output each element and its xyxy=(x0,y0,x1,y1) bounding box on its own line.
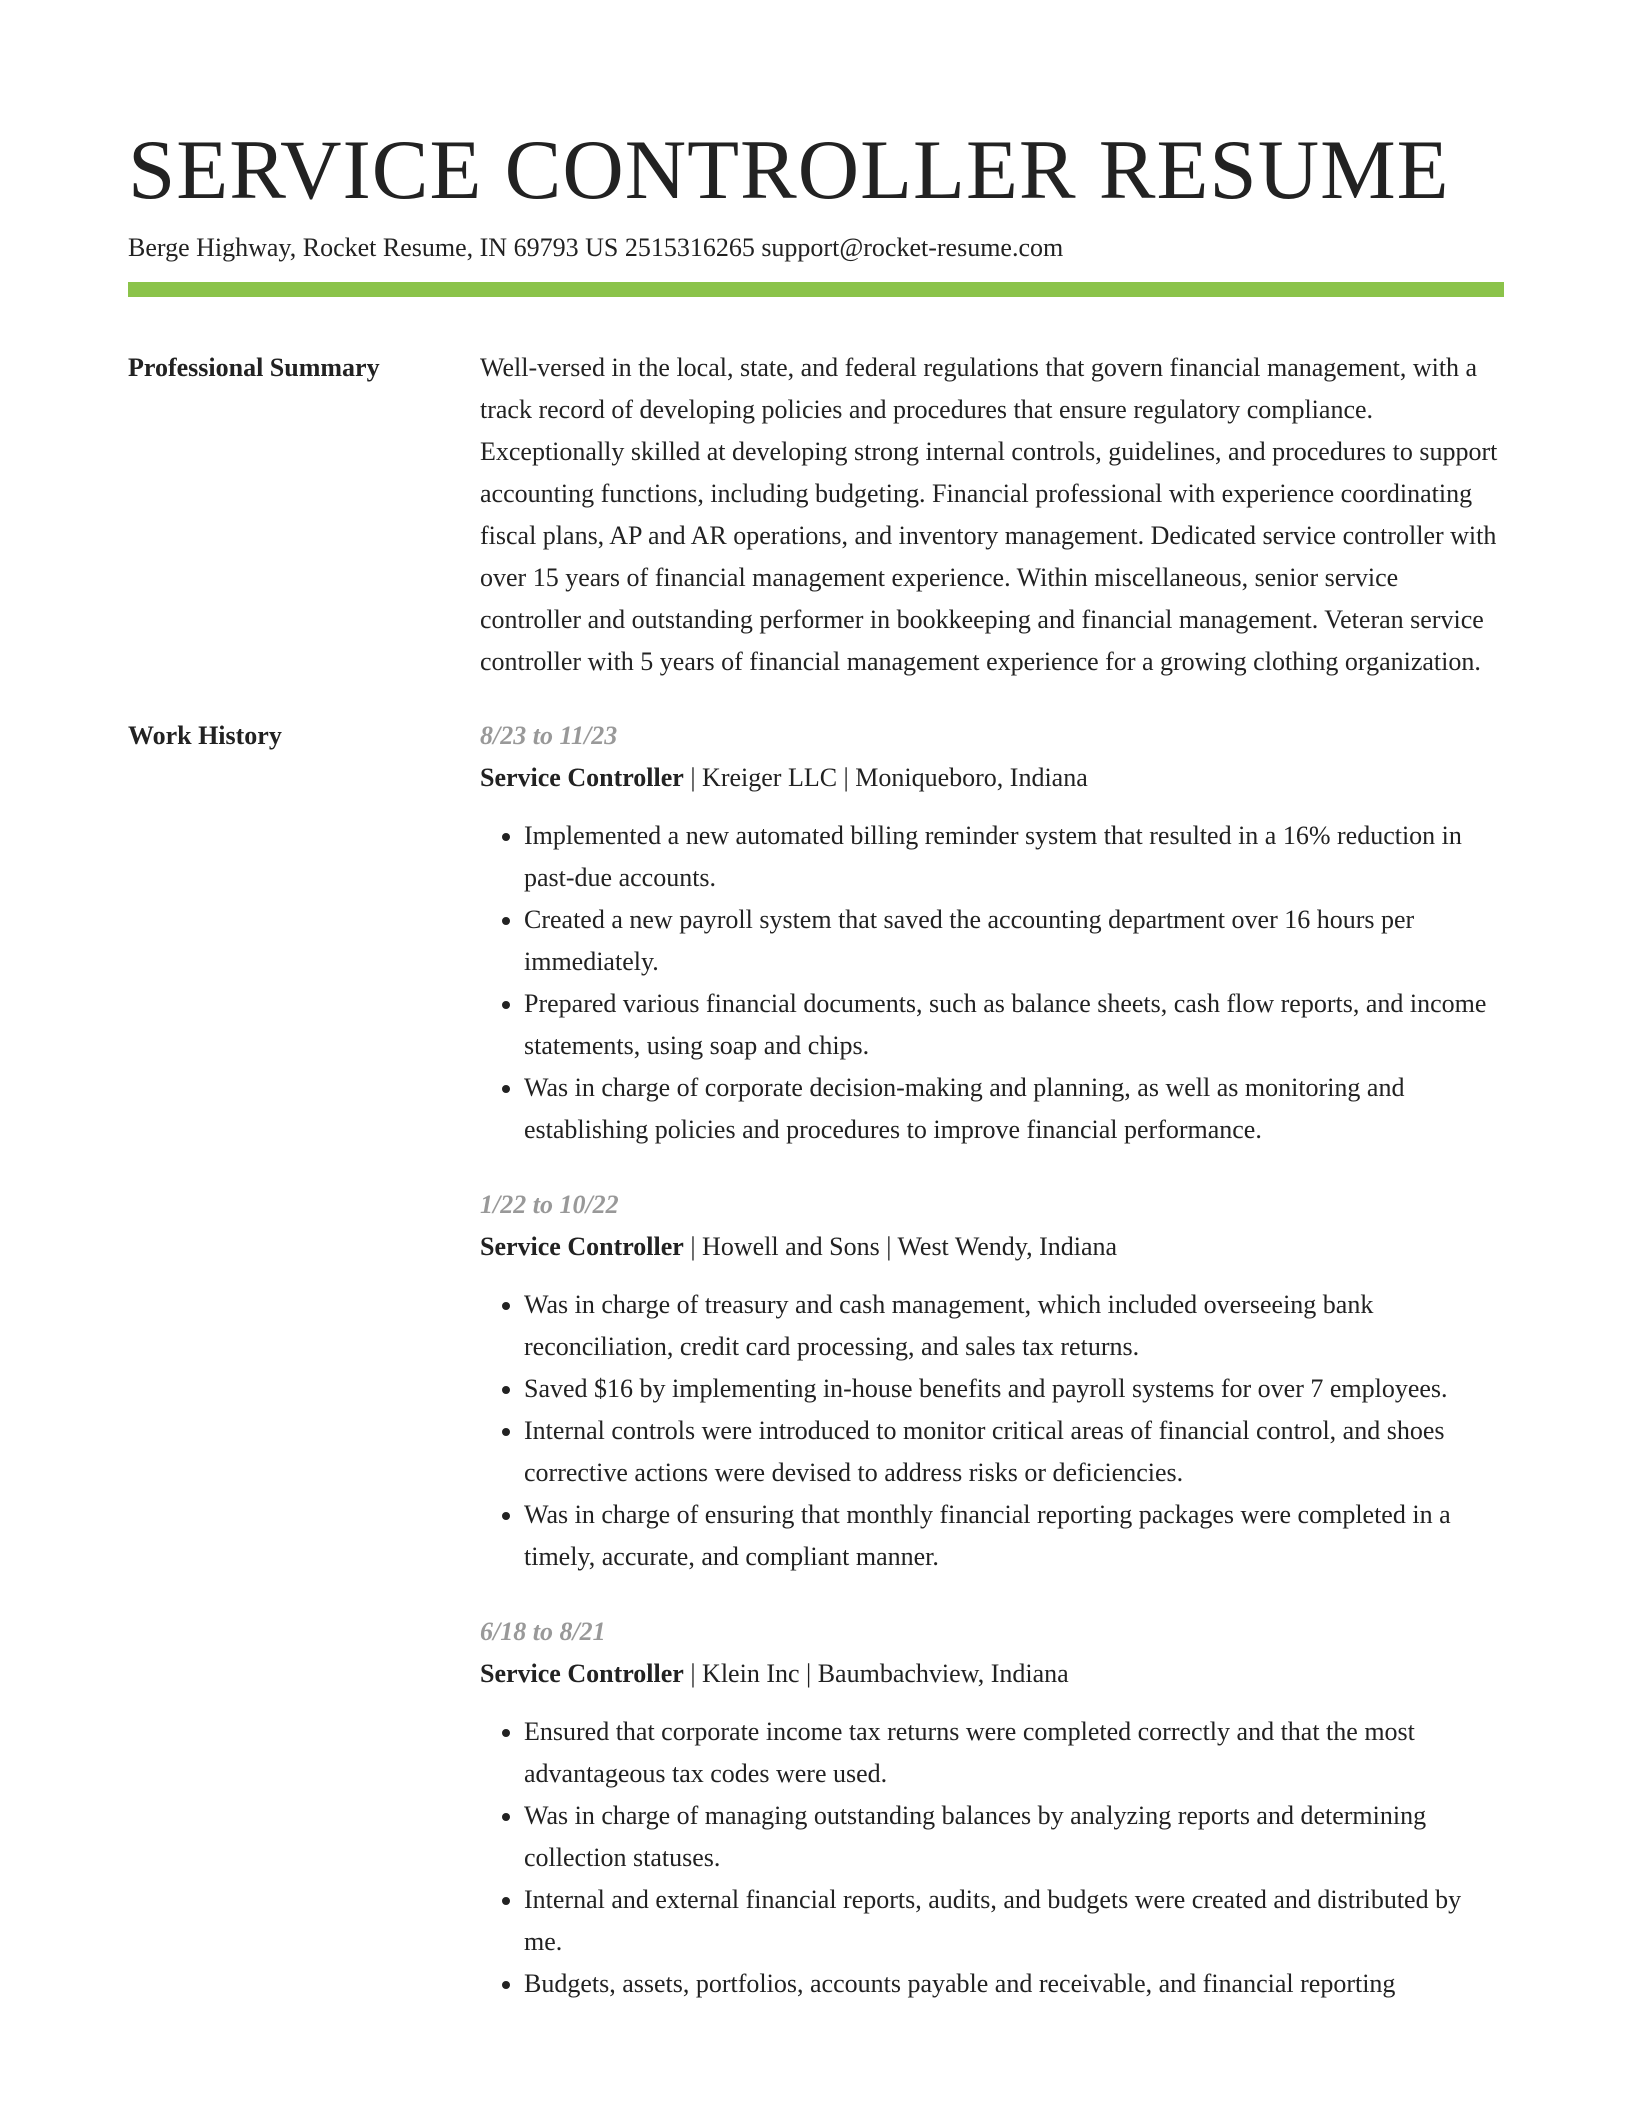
job-title: Service Controller xyxy=(480,1659,684,1688)
summary-text: Well-versed in the local, state, and federal regulations that govern financial management, with a track record of developing policies and procedures that ensure regulatory compliance. Exceptionally skilled at developing strong internal controls, guidelines, and procedures to support accounting functions, including budgeting. Financial professional with experience coordinating fiscal plans, AP and AR operations, and inventory management. Dedicated service controller with over 15 years of financial management experience. Within miscellaneous, senior service controller and outstanding performer in bookkeeping and financial management. Veteran service controller with 5 years of financial management experience for a growing clothing organization. xyxy=(480,353,1498,676)
job-entry xyxy=(480,715,1504,1151)
job-dates: 8/23 to 11/23 xyxy=(480,721,618,750)
job-heading xyxy=(480,1226,1504,1268)
job-dates: 6/18 to 8/21 xyxy=(480,1617,606,1646)
professional-summary-section xyxy=(128,347,1504,683)
section-label-summary: Professional Summary xyxy=(128,353,380,382)
job-title: Service Controller xyxy=(480,1232,684,1261)
job-heading xyxy=(480,1653,1504,1695)
resume-page xyxy=(128,0,1504,2005)
job-bullet-list xyxy=(480,1284,1504,1578)
job-company-location: | Howell and Sons | West Wendy, Indiana xyxy=(683,1232,1118,1261)
job-title: Service Controller xyxy=(480,763,684,792)
job-bullet: • Internal and external financial reports, audits, and budgets were created and distributed by me. xyxy=(524,1879,1504,1963)
section-label-work: Work History xyxy=(128,721,282,750)
job-bullet: • Was in charge of managing outstanding balances by analyzing reports and determining collection statuses. xyxy=(524,1795,1504,1879)
work-history-body xyxy=(480,715,1504,2005)
job-bullet: • Internal controls were introduced to monitor critical areas of financial control, and shoes corrective actions were devised to address risks or deficiencies. xyxy=(524,1410,1504,1494)
job-bullet: • Created a new payroll system that saved the accounting department over 16 hours per immediately. xyxy=(524,899,1504,983)
job-dates: 1/22 to 10/22 xyxy=(480,1190,619,1219)
job-bullet: • Was in charge of treasury and cash management, which included overseeing bank reconciliation, credit card processing, and sales tax returns. xyxy=(524,1284,1504,1368)
job-company-location: | Klein Inc | Baumbachview, Indiana xyxy=(683,1659,1069,1688)
job-entry xyxy=(480,1184,1504,1578)
job-bullet: • Prepared various financial documents, such as balance sheets, cash flow reports, and income statements, using soap and chips. xyxy=(524,983,1504,1067)
job-bullet: • Ensured that corporate income tax returns were completed correctly and that the most advantageous tax codes were used. xyxy=(524,1711,1504,1795)
job-heading xyxy=(480,757,1504,799)
job-entry xyxy=(480,1611,1504,2005)
job-bullet: • Budgets, assets, portfolios, accounts payable and receivable, and financial reporting xyxy=(524,1963,1504,2005)
job-company-location: | Kreiger LLC | Moniqueboro, Indiana xyxy=(683,763,1088,792)
job-bullet-list xyxy=(480,1711,1504,2005)
summary-body xyxy=(480,347,1504,683)
job-bullet: • Saved $16 by implementing in-house benefits and payroll systems for over 7 employees. xyxy=(524,1368,1504,1410)
work-history-section xyxy=(128,715,1504,2005)
job-bullet: • Was in charge of ensuring that monthly financial reporting packages were completed in a timely, accurate, and compliant manner. xyxy=(524,1494,1504,1578)
contact-line: Berge Highway, Rocket Resume, IN 69793 US 2515316265 support@rocket-resume.com xyxy=(128,233,1064,262)
job-bullet: • Implemented a new automated billing reminder system that resulted in a 16% reduction in past-due accounts. xyxy=(524,815,1504,899)
accent-divider xyxy=(128,282,1504,297)
job-bullet-list xyxy=(480,815,1504,1151)
resume-title: SERVICE CONTROLLER RESUME xyxy=(128,123,1450,217)
job-bullet: • Was in charge of corporate decision-making and planning, as well as monitoring and establishing policies and procedures to improve financial performance. xyxy=(524,1067,1504,1151)
